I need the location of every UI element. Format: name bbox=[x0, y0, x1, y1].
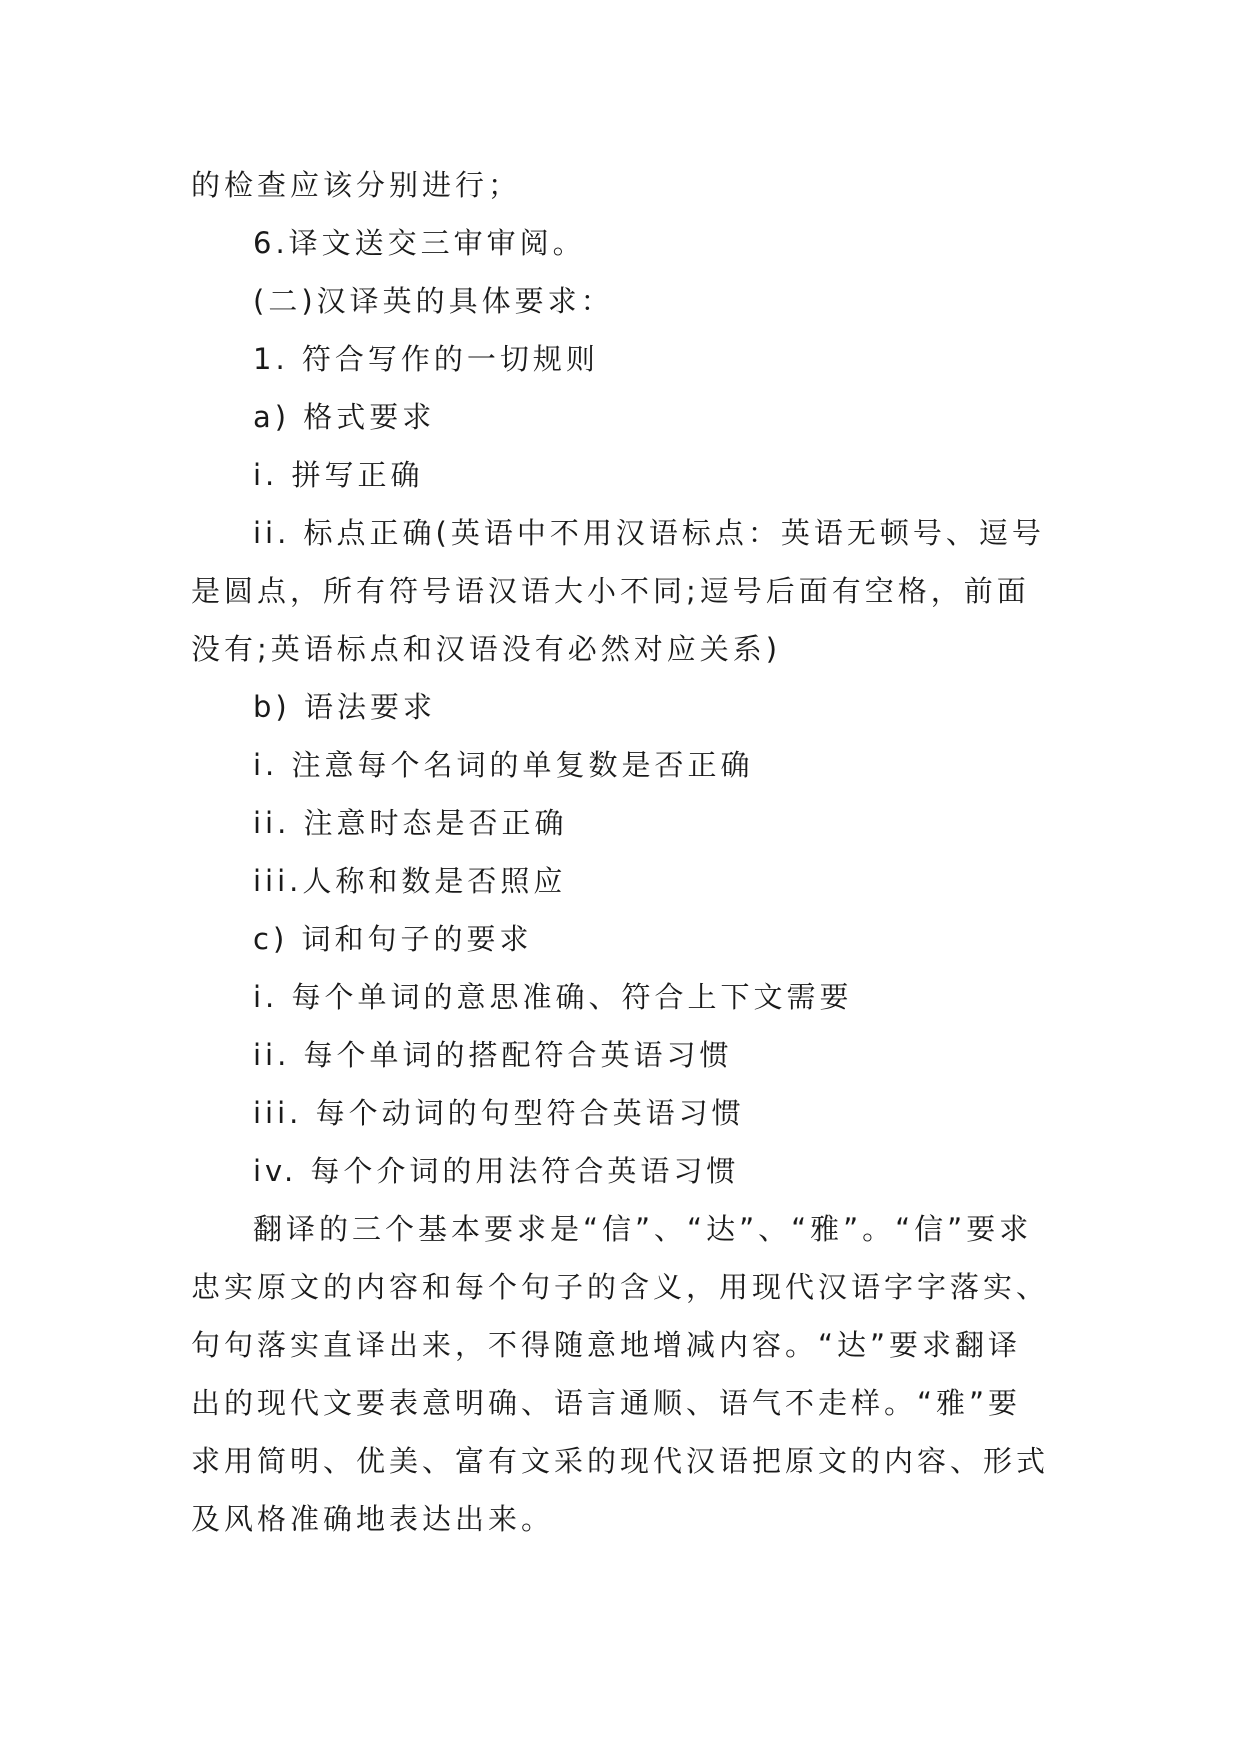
list-item-c-ii: ii. 每个单词的搭配符合英语习惯 bbox=[253, 1038, 733, 1072]
list-item-a-i: i. 拼写正确 bbox=[253, 458, 424, 492]
section-heading: (二)汉译英的具体要求： bbox=[253, 284, 614, 318]
document-body bbox=[191, 156, 1053, 1548]
list-item-c-iii: iii. 每个动词的句型符合英语习惯 bbox=[253, 1096, 745, 1130]
paragraph-translation-standards: 翻译的三个基本要求是“信”、“达”、“雅”。“信”要求忠实原文的内容和每个句子的含义，用现代汉语字字落实、句句落实直译出来，不得随意地增减内容。“达”要求翻译出的现代文要表意明确、语言通顺、语气不走样。“雅”要求用简明、优美、富有文采的现代汉语把原文的内容、形式及风格准确地表达出来。 bbox=[191, 1212, 1050, 1536]
paragraph-continuation: 的检查应该分别进行； bbox=[191, 168, 522, 202]
list-item-c-iv: iv. 每个介词的用法符合英语习惯 bbox=[253, 1154, 740, 1188]
list-item-b-iii: iii.人称和数是否照应 bbox=[253, 864, 567, 898]
list-item-c: c) 词和句子的要求 bbox=[253, 922, 533, 956]
list-item-b-ii: ii. 注意时态是否正确 bbox=[253, 806, 568, 840]
list-item-a-ii: ii. 标点正确(英语中不用汉语标点：英语无顿号、逗号是圆点，所有符号语汉语大小不同;逗号后面有空格，前面没有;英语标点和汉语没有必然对应关系) bbox=[191, 516, 1045, 666]
list-item-a: a) 格式要求 bbox=[253, 400, 436, 434]
list-item-b: b) 语法要求 bbox=[253, 690, 436, 724]
paragraph-step-6: 6.译文送交三审审阅。 bbox=[253, 226, 586, 260]
list-item-c-i: i. 每个单词的意思准确、符合上下文需要 bbox=[253, 980, 853, 1014]
list-item-b-i: i. 注意每个名词的单复数是否正确 bbox=[253, 748, 754, 782]
list-item-1: 1. 符合写作的一切规则 bbox=[253, 342, 599, 376]
